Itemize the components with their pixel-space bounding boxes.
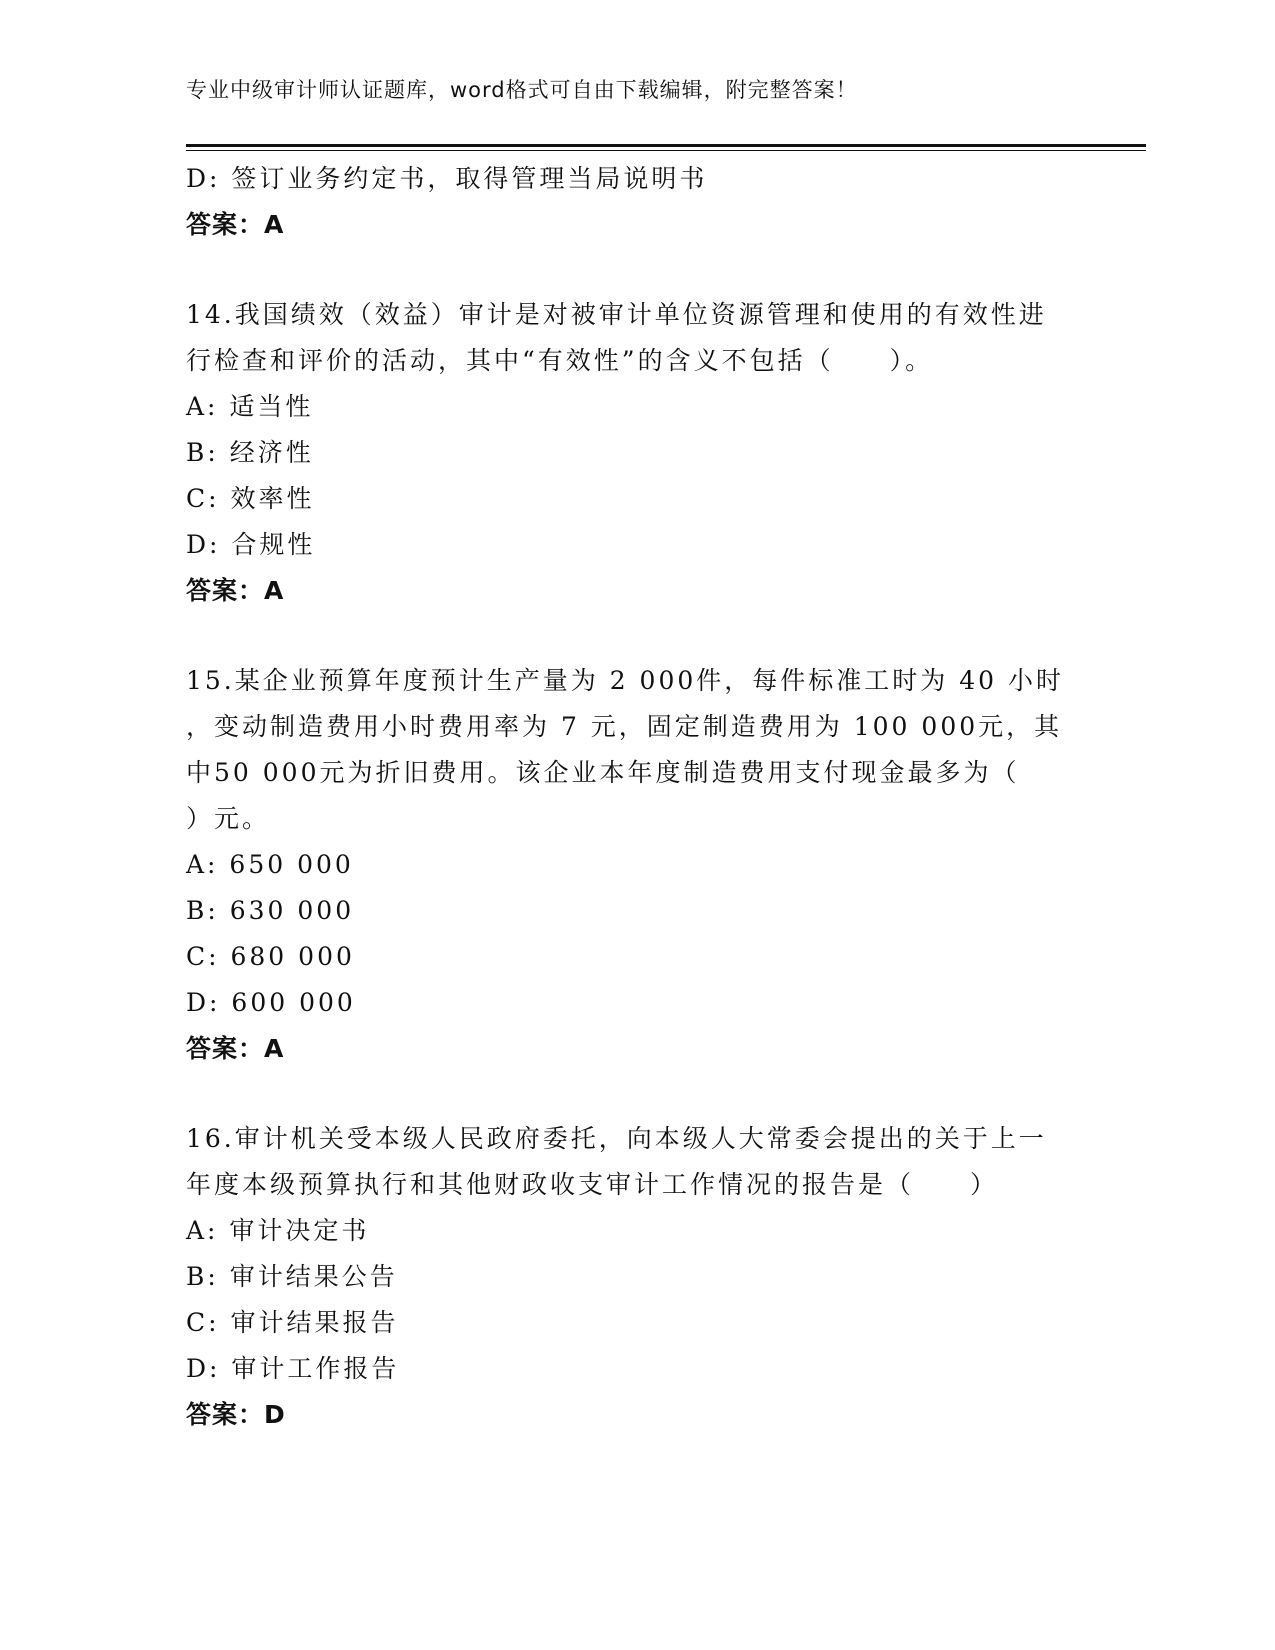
header-rule-thin: [186, 150, 1146, 151]
question-stem-line: 中50 000元为折旧费用。该企业本年度制造费用支付现金最多为（: [186, 758, 1020, 787]
question-stem-line: 14.我国绩效（效益）审计是对被审计单位资源管理和使用的有效性进: [186, 300, 1047, 329]
option-d: D: 600 000: [186, 988, 356, 1017]
question-stem-line: ）元。: [186, 804, 271, 833]
answer: 答案：A: [186, 576, 285, 605]
question-content: [186, 156, 1086, 1438]
option-a: A: 适当性: [186, 392, 314, 421]
answer: 答案：D: [186, 1400, 286, 1429]
previous-option-d: D: 签订业务约定书，取得管理当局说明书: [186, 164, 708, 193]
answer: 答案：A: [186, 1034, 285, 1063]
option-c: C: 审计结果报告: [186, 1308, 399, 1337]
option-a: A: 审计决定书: [186, 1216, 370, 1245]
page-header: 专业中级审计师认证题库，word格式可自由下载编辑，附完整答案！: [186, 78, 858, 102]
spacer: [186, 1072, 1086, 1116]
question-stem-line: 16.审计机关受本级人民政府委托，向本级人大常委会提出的关于上一: [186, 1124, 1047, 1153]
option-b: B: 经济性: [186, 438, 314, 467]
previous-answer: 答案：A: [186, 210, 285, 239]
option-b: B: 630 000: [186, 896, 355, 925]
spacer: [186, 614, 1086, 658]
option-c: C: 效率性: [186, 484, 315, 513]
option-d: D: 审计工作报告: [186, 1354, 400, 1383]
option-b: B: 审计结果公告: [186, 1262, 398, 1291]
question-stem-line: 行检查和评价的活动，其中“有效性”的含义不包括（ ）。: [186, 346, 934, 375]
option-d: D: 合规性: [186, 530, 316, 559]
option-c: C: 680 000: [186, 942, 355, 971]
header-rule-thick: [186, 144, 1146, 147]
option-a: A: 650 000: [186, 850, 354, 879]
question-stem-line: ，变动制造费用小时费用率为 7 元，固定制造费用为 100 000元，其: [186, 712, 1063, 741]
spacer: [186, 248, 1086, 292]
question-stem-line: 年度本级预算执行和其他财政收支审计工作情况的报告是（ ）: [186, 1170, 999, 1199]
question-16: [186, 1116, 1086, 1438]
question-15: [186, 658, 1086, 1072]
question-14: [186, 292, 1086, 614]
question-stem-line: 15.某企业预算年度预计生产量为 2 000件，每件标准工时为 40 小时: [186, 666, 1064, 695]
